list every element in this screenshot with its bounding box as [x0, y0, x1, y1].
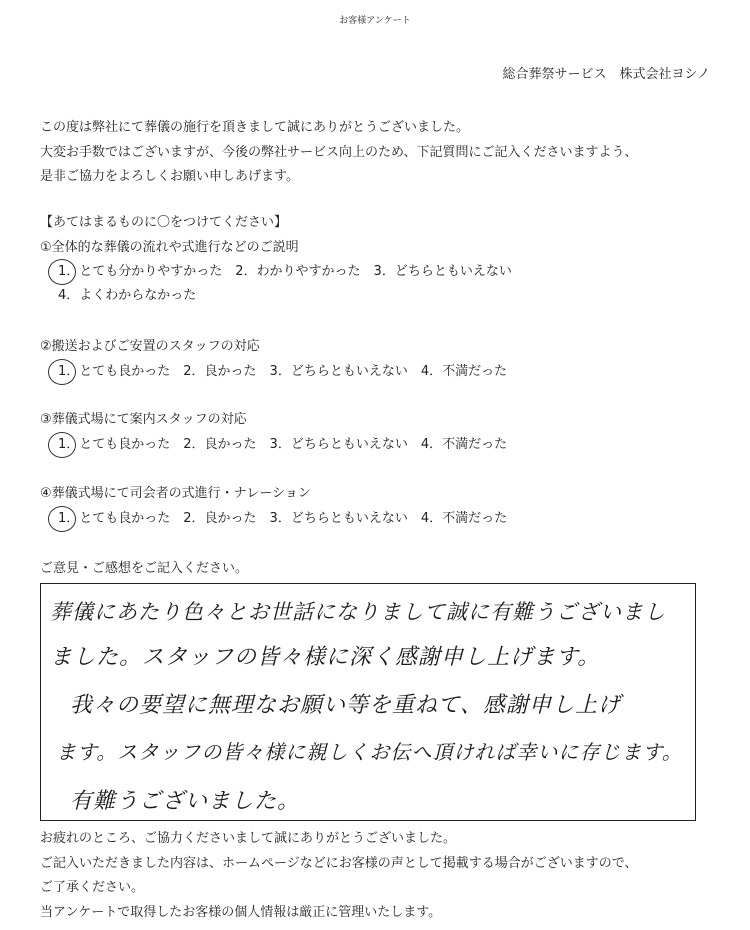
handwritten-line: 有難うございました。	[70, 789, 301, 814]
handwritten-line: ます。スタッフの皆々様に親しくお伝へ頂ければ幸いに存じます。	[56, 740, 683, 764]
question-label: ②搬送およびご安置のスタッフの対応	[40, 339, 260, 354]
footer-line: ご記入いただきました内容は、ホームページなどにお客様の声として掲載する場合がございますので、	[40, 856, 638, 871]
question-label: ③葬儀式場にて案内スタッフの対応	[40, 412, 247, 427]
handwritten-line: ました。スタッフの皆々様に深く感謝申し上げます。	[50, 645, 601, 670]
question-options: 1．とても良かった 2．良かった 3．どちらともいえない 4．不満だった	[58, 511, 508, 526]
handwritten-line: 我々の要望に無理なお願い等を重ねて、感謝申し上げ	[70, 693, 622, 718]
intro-line: 大変お手数ではございますが、今後の弊社サービス向上のため、下記質問にご記入くださいますよう、	[40, 145, 638, 160]
instruction: 【あてはまるものに〇をつけてください】	[40, 215, 288, 230]
question-options: 1．とても分かりやすかった 2．わかりやすかった 3．どちらともいえない	[58, 264, 512, 279]
question-options: 1．とても良かった 2．良かった 3．どちらともいえない 4．不満だった	[58, 437, 508, 452]
company-name: 総合葬祭サービス 株式会社ヨシノ	[502, 67, 710, 82]
comments-label: ご意見・ご感想をご記入ください。	[40, 561, 249, 576]
question-options: 4．よくわからなかった	[58, 288, 197, 303]
question-label: ①全体的な葬儀の流れや式進行などのご説明	[40, 240, 299, 255]
page-title: お客様アンケート	[339, 16, 411, 26]
intro-line: 是非ご協力をよろしくお願い申しあげます。	[40, 169, 299, 184]
intro-line: この度は弊社にて葬儀の施行を頂きまして誠にありがとうございました。	[40, 120, 470, 135]
footer-line: お疲れのところ、ご協力くださいまして誠にありがとうございました。	[40, 831, 457, 846]
question-options: 1．とても良かった 2．良かった 3．どちらともいえない 4．不満だった	[58, 364, 508, 379]
footer-line: 当アンケートで取得したお客様の個人情報は厳正に管理いたします。	[40, 905, 442, 920]
footer-line: ご了承ください。	[40, 880, 145, 895]
handwritten-line: 葬儀にあたり色々とお世話になりまして誠に有難うございまし	[50, 600, 666, 624]
question-label: ④葬儀式場にて司会者の式進行・ナレーション	[40, 486, 311, 501]
